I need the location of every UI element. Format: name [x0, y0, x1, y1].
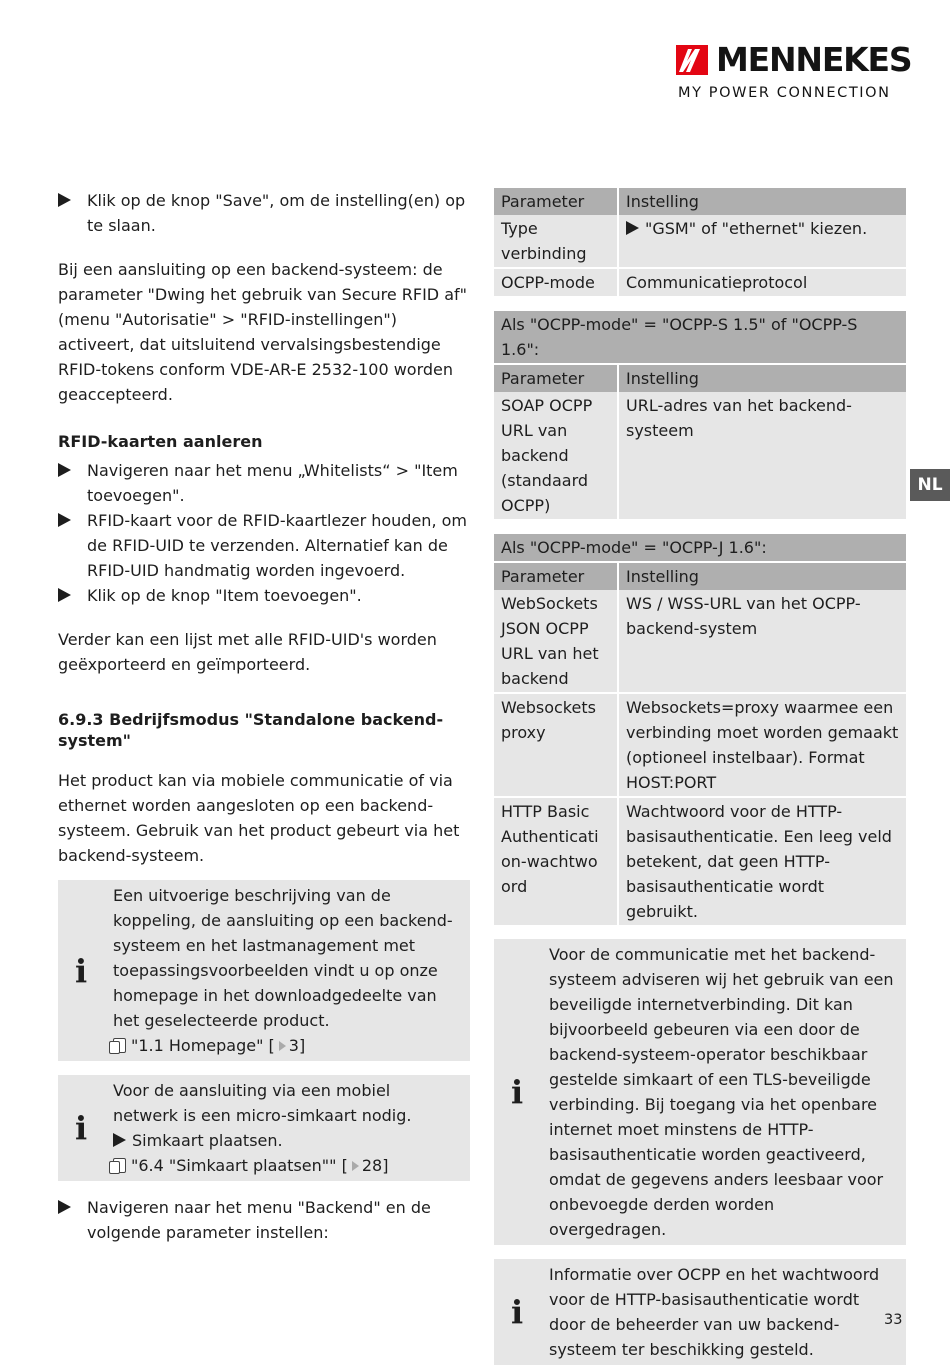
info-note	[58, 880, 470, 1061]
brand-tagline: MY POWER CONNECTION	[678, 85, 891, 101]
value-cell: URL-adres van het backend-systeem	[619, 392, 906, 519]
condition-row	[494, 311, 906, 363]
value-cell: WS / WSS-URL van het OCPP-backend-system	[619, 590, 906, 692]
value-cell: Communicatieprotocol	[619, 269, 906, 296]
bullet-text: "GSM" of "ethernet" kiezen.	[645, 219, 868, 238]
param-cell: OCPP-mode	[494, 269, 619, 296]
reference-page: 3]	[288, 1036, 306, 1055]
document-link-icon	[113, 1158, 126, 1173]
bullet-arrow-icon	[626, 221, 639, 235]
column-header: Instelling	[619, 188, 906, 215]
bullet-arrow-icon	[58, 463, 71, 477]
param-cell: SOAP OCPP URL van backend (standaard OCPP)	[494, 392, 619, 519]
right-column	[494, 188, 906, 1365]
value-cell: Wachtwoord voor de HTTP-basisauthenticatie. Een leeg veld betekent, dat geen HTTP-basisauthenticatie wordt gebruikt.	[619, 798, 906, 925]
reference-text: "1.1 Homepage" [	[131, 1036, 275, 1055]
value-cell: Websockets=proxy waarmee een verbinding moet worden gemaakt (optioneel instelbaar). Format HOST:PORT	[619, 694, 906, 796]
bullet-text: Klik op de knop "Save", om de instelling(en) op te slaan.	[87, 191, 466, 235]
bullet-arrow-icon	[58, 193, 71, 207]
page-arrow-icon	[352, 1161, 359, 1171]
paragraph-export: Verder kan een lijst met alle RFID-UID's worden geëxporteerd en geïmporteerd.	[58, 630, 437, 674]
list-item	[58, 1195, 470, 1245]
page-number: 33	[884, 1312, 903, 1328]
list-item	[58, 458, 470, 508]
list-item	[58, 583, 470, 608]
brand-logo	[676, 40, 912, 102]
paragraph-product: Het product kan via mobiele communicatie of via ethernet worden aangesloten op een backend-systeem. Gebruik van het product gebeurt via het backend-systeem.	[58, 771, 460, 865]
paragraph-backend: Bij een aansluiting op een backend-systeem: de parameter "Dwing het gebruik van Secure RFID af" (menu "Autorisatie" > "RFID-instellingen") activeert, dat uitsluitend vervalsingsbestendige RFID-tokens conform VDE-AR-E 2532-100 worden geaccepteerd.	[58, 260, 467, 404]
list-item	[626, 216, 900, 241]
mennekes-logo-icon	[676, 45, 708, 75]
bullet-text: Simkaart plaatsen.	[132, 1131, 283, 1150]
parameter-table	[494, 188, 906, 296]
ocpp-j-table	[494, 534, 906, 925]
bullet-text: Navigeren naar het menu „Whitelists“ > "Item toevoegen".	[87, 461, 458, 505]
param-cell: HTTP Basic Authentication-wachtwoord	[494, 798, 619, 925]
table-row	[494, 694, 906, 796]
column-header: Parameter	[494, 365, 619, 392]
document-link-icon	[113, 1038, 126, 1053]
note-text: Voor de communicatie met het backend-systeem adviseren wij het gebruik van een beveiligde internetverbinding. Dit kan bijvoorbeeld gebeuren via een door de backend-systeem-operator beschikbaar gestelde simkaart of een TLS-beveiligde verbinding. Bij toegang via het openbare internet moet minstens de HTTP-basisauthenticatie worden geactiveerd, omdat de gegevens anders leesbaar voor onbevoegde derden worden overgedragen.	[549, 945, 894, 1239]
condition-row	[494, 534, 906, 561]
cross-reference[interactable]	[113, 1033, 460, 1058]
info-note	[494, 1259, 906, 1365]
param-cell: WebSockets JSON OCPP URL van het backend	[494, 590, 619, 692]
table-row	[494, 590, 906, 692]
param-cell: Type verbinding	[494, 215, 619, 267]
column-header: Parameter	[494, 188, 619, 215]
note-text: Voor de aansluiting via een mobiel netwerk is een micro-simkaart nodig.	[113, 1081, 412, 1125]
bullet-arrow-icon	[113, 1133, 126, 1147]
column-header: Instelling	[619, 365, 906, 392]
info-note	[494, 939, 906, 1245]
value-cell	[619, 215, 906, 267]
bullet-text: Navigeren naar het menu "Backend" en de volgende parameter instellen:	[87, 1198, 431, 1242]
table-row	[494, 392, 906, 519]
brand-name: MENNEKES	[716, 40, 912, 79]
column-header: Parameter	[494, 563, 619, 590]
bullet-text: Klik op de knop "Item toevoegen".	[87, 586, 362, 605]
list-item	[58, 508, 470, 583]
section-heading: 6.9.3 Bedrijfsmodus "Standalone backend-system"	[58, 710, 444, 750]
bullet-text: RFID-kaart voor de RFID-kaartlezer houden, om de RFID-UID te verzenden. Alternatief kan de RFID-UID handmatig worden ingevoerd.	[87, 511, 467, 580]
table-row	[494, 269, 906, 296]
table-header	[494, 188, 906, 215]
bullet-arrow-icon	[58, 588, 71, 602]
bullet-arrow-icon	[58, 1200, 71, 1214]
table-header	[494, 365, 906, 392]
reference-page: 28]	[361, 1156, 389, 1175]
reference-text: "6.4 "Simkaart plaatsen"" [	[131, 1156, 348, 1175]
condition-cell: Als "OCPP-mode" = "OCPP-S 1.5" of "OCPP-S 1.6":	[494, 311, 906, 363]
info-icon: i	[75, 1109, 88, 1147]
info-note	[58, 1075, 470, 1181]
rfid-heading: RFID-kaarten aanleren	[58, 432, 263, 451]
info-icon: i	[511, 1293, 524, 1331]
cross-reference[interactable]	[113, 1153, 460, 1178]
list-item	[58, 188, 470, 238]
bullet-arrow-icon	[58, 513, 71, 527]
rfid-steps	[58, 458, 470, 608]
ocpp-s-table	[494, 311, 906, 519]
page-arrow-icon	[279, 1041, 286, 1051]
param-cell: Websockets proxy	[494, 694, 619, 796]
table-row	[494, 798, 906, 925]
condition-cell: Als "OCPP-mode" = "OCPP-J 1.6":	[494, 534, 906, 561]
language-tab: NL	[910, 469, 950, 501]
list-item	[113, 1128, 460, 1153]
table-row	[494, 215, 906, 267]
note-text: Informatie over OCPP en het wachtwoord voor de HTTP-basisauthenticatie wordt door de beheerder van uw backend-systeem ter beschikking gesteld.	[549, 1265, 880, 1359]
info-icon: i	[511, 1073, 524, 1111]
table-header	[494, 563, 906, 590]
column-header: Instelling	[619, 563, 906, 590]
note-text: Een uitvoerige beschrijving van de koppeling, de aansluiting op een backend-systeem en het lastmanagement met toepassingsvoorbeelden vindt u op onze homepage in het downloadgedeelte van het geselecteerde product.	[113, 886, 453, 1030]
left-column	[58, 188, 470, 1245]
info-icon: i	[75, 951, 88, 990]
